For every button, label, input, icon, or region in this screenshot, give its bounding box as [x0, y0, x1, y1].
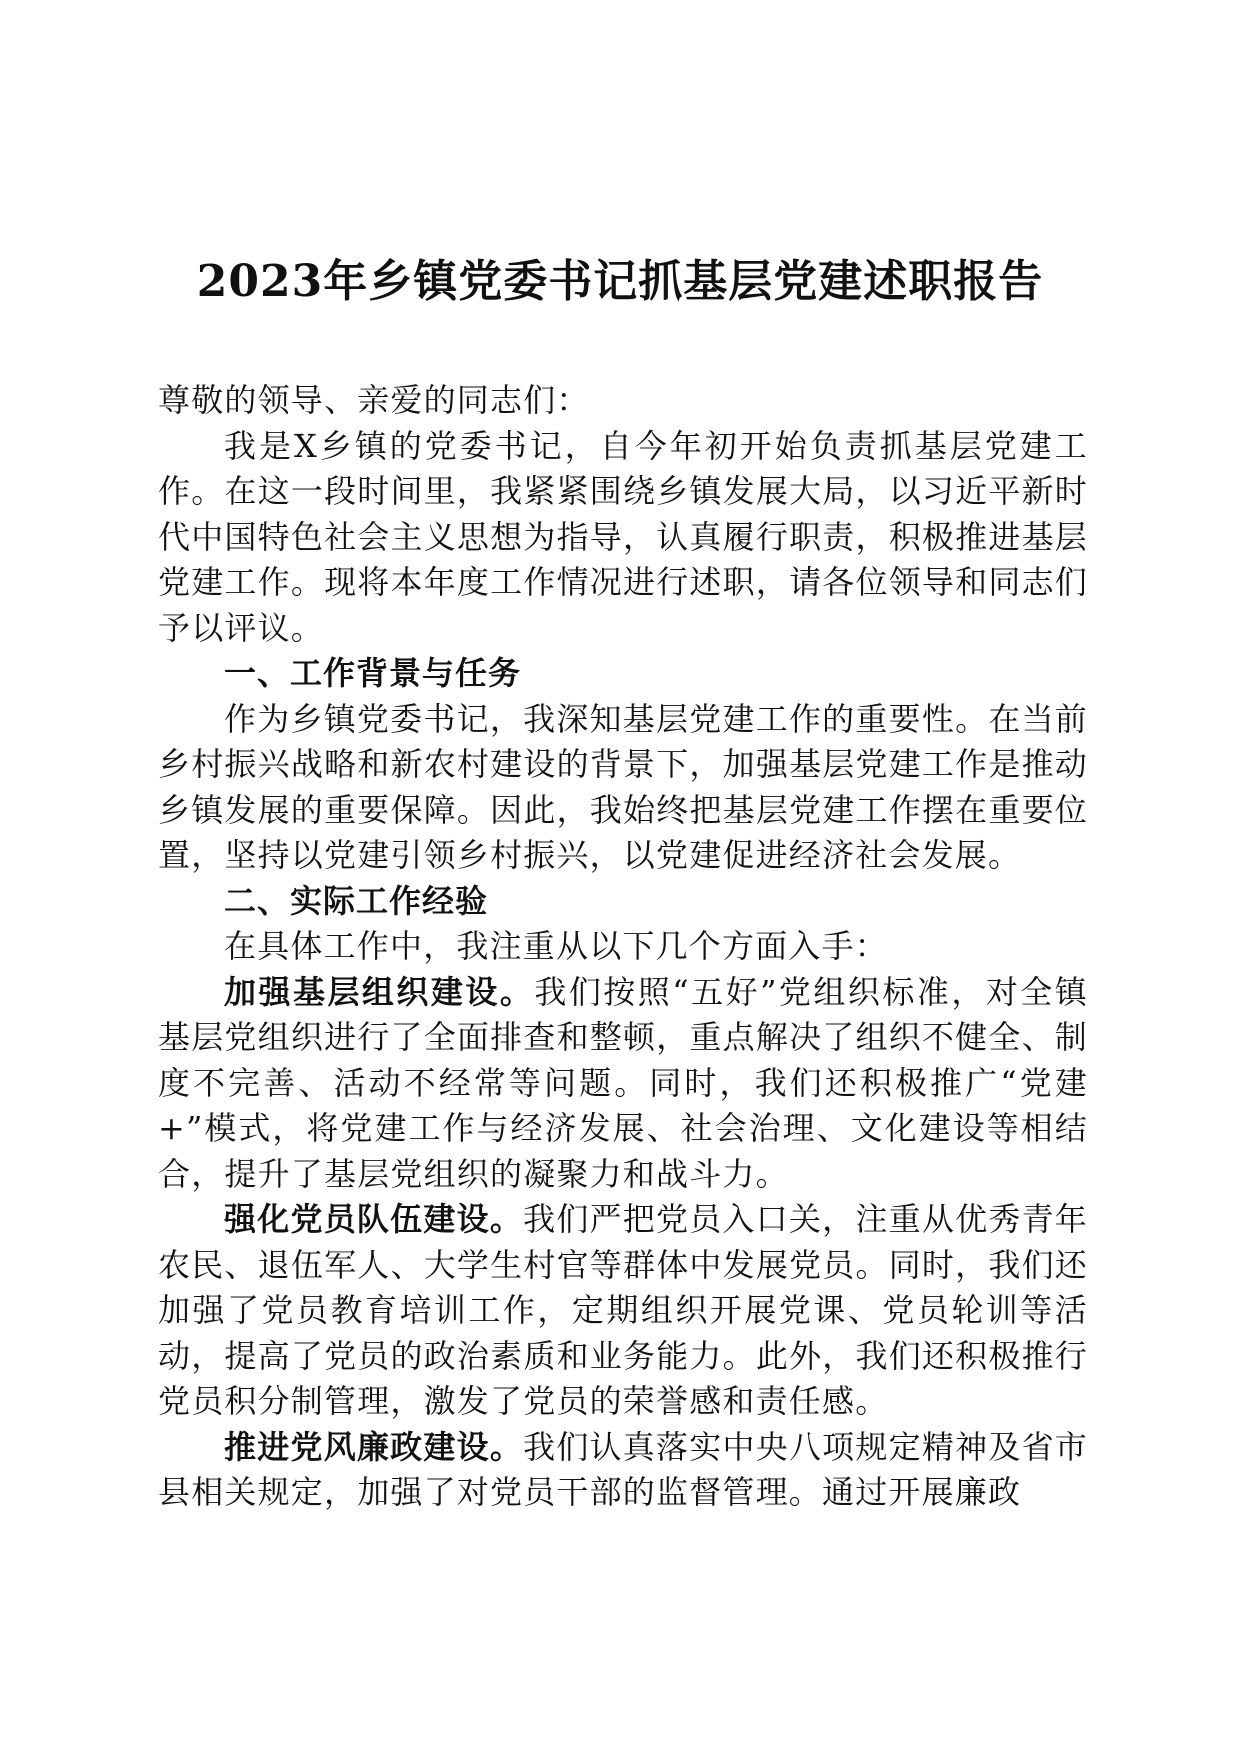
- document-body: [158, 378, 1088, 1516]
- work-item-lead: 推进党风廉政建设。: [224, 1427, 524, 1466]
- work-item-party-members: [158, 1197, 1088, 1425]
- section-heading-2: 二、实际工作经验: [224, 881, 489, 920]
- work-item-integrity: [158, 1425, 1088, 1516]
- work-item-organization: [158, 970, 1088, 1198]
- work-item-lead: 强化党员队伍建设。: [224, 1200, 524, 1238]
- section-1-paragraph: 作为乡镇党委书记，我深知基层党建工作的重要性。在当前乡村振兴战略和新农村建设的背景下，加强基层党建工作是推动乡镇发展的重要保障。因此，我始终把基层党建工作摆在重要位置，坚持以党建引领乡村振兴，以党建促进经济社会发展。: [158, 699, 1088, 874]
- work-item-text: 我们按照“五好”党组织标准，对全镇基层党组织进行了全面排查和整顿，重点解决了组织不健全、制度不完善、活动不经常等问题。同时，我们还积极推广“党建+”模式，将党建工作与经济发展、社会治理、文化建设等相结合，提升了基层党组织的凝聚力和战斗力。: [158, 972, 1088, 1193]
- document-title: 2023年乡镇党委书记抓基层党建述职报告: [196, 256, 1044, 307]
- work-item-text: 我们严把党员入口关，注重从优秀青年农民、退伍军人、大学生村官等群体中发展党员。同时，我们还加强了党员教育培训工作，定期组织开展党课、党员轮训等活动，提高了党员的政治素质和业务能力。此外，我们还积极推行党员积分制管理，激发了党员的荣誉感和责任感。: [158, 1200, 1088, 1420]
- intro-paragraph: 我是X乡镇的党委书记，自今年初开始负责抓基层党建工作。在这一段时间里，我紧紧围绕乡镇发展大局，以习近平新时代中国特色社会主义思想为指导，认真履行职责，积极推进基层党建工作。现将本年度工作情况进行述职，请各位领导和同志们予以评议。: [158, 426, 1088, 647]
- salutation: 尊敬的领导、亲爱的同志们：: [158, 381, 590, 419]
- section-2-intro: 在具体工作中，我注重从以下几个方面入手：: [224, 927, 889, 965]
- section-heading-1: 一、工作背景与任务: [224, 654, 522, 692]
- work-item-text: 我们认真落实中央八项规定精神及省市县相关规定，加强了对党员干部的监督管理。通过开展廉政: [158, 1427, 1088, 1511]
- work-item-lead: 加强基层组织建设。: [224, 972, 535, 1011]
